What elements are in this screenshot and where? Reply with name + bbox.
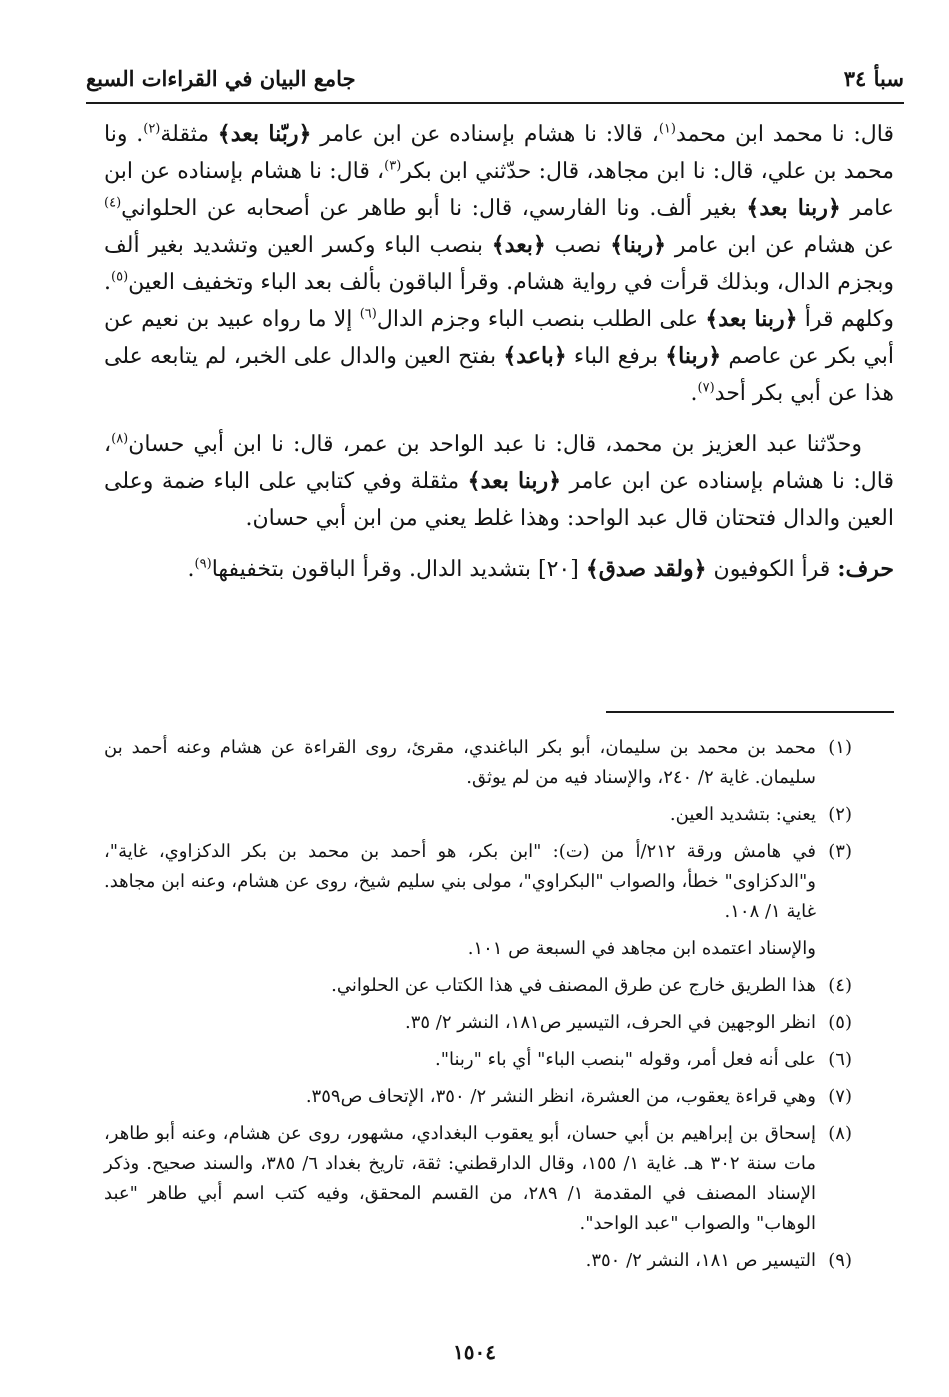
footnote-number: (٤) [828,975,852,996]
book-title: جامع البيان في القراءات السبع [86,66,356,91]
text-run: . [187,557,195,582]
footnote-text: وهي قراءة يعقوب، من العشرة، انظر النشر ٢/ ٣٥٠، الإتحاف ص٣٥٩. [305,1086,816,1107]
quran-quote: ﴿ربنا بعد﴾ [705,306,798,332]
quran-quote: ﴿بعد﴾ [491,232,546,258]
footnote-ref: (١) [658,121,676,137]
footnote [104,733,852,793]
footnote-text: انظر الوجهين في الحرف، التيسير ص١٨١، النشر ٢/ ٣٥. [404,1012,816,1033]
surah-label: سبأ ٣٤ [843,66,904,91]
footnote [104,800,852,830]
quran-quote: ﴿باعد﴾ [503,343,567,369]
text-run: مثقلة وفي كتابي على الباء ضمة وعلى العين والدال فتحتان قال عبد الواحد: وهذا غلط يعني من ابن أبي حسان. [104,469,894,531]
paragraph-3 [104,551,894,588]
text-run: . ونا محمد بن علي، قال: نا ابن مجاهد، قال: حدّثني ابن بكر [104,122,894,184]
footnote-number: (١) [828,737,852,758]
footnote-ref: (٢) [143,121,161,137]
footnote [104,1246,852,1276]
text-run: بفتح العين والدال على الخبر، لم يتابعه على هذا عن أبي بكر أحد [104,344,894,406]
text-run: [٢٠] بتشديد الدال. وقرأ الباقون بتخفيفها [211,557,586,582]
footnote-ref: (٥) [111,269,129,285]
footnote-continuation [104,934,852,964]
text-run: برفع الباء [566,344,666,369]
footnote-text: التيسير ص ١٨١، النشر ٢/ ٣٥٠. [585,1250,816,1271]
footnote-ref: (٨) [111,431,129,447]
footnote [104,837,852,927]
text-run: ، قال: نا هشام بإسناده عن ابن عامر [104,432,894,494]
footnote-ref: (٧) [697,380,715,396]
text-run: بغير ألف. ونا الفارسي، قال: نا أبو طاهر عن أصحابه عن الحلواني [121,196,747,221]
footnote-separator [606,711,894,713]
footnote-text: هذا الطريق خارج عن طرق المصنف في هذا الكتاب عن الحلواني. [331,975,816,996]
footnote [104,971,852,1001]
footnote-number: (٨) [828,1123,852,1144]
footnote-text: إسحاق بن إبراهيم بن أبي حسان، أبو يعقوب البغدادي، مشهور، روى عن هشام، وعنه أبو طاهر، مات سنة ٣٠٢ هـ. غاية ١/ ١٥٥، وقال الدارقطني: ثقة، تاريخ بغداد ٦/ ٣٨٥، والسند صحيح. وذكر الإسناد المصنف في المقدمة ١/ ٢٨٩، من القسم المحقق، وفيه كتب اسم أبي طاهر "عبد الوهاب" والصواب "عبد الواحد". [104,1123,816,1234]
footnote [104,1082,852,1112]
running-header [86,62,904,104]
text-run: قال: نا محمد ابن محمد [675,122,895,147]
footnote-text: محمد بن محمد بن سليمان، أبو بكر الباغندي، مقرئ، روى القراءة عن هشام وعنه أحمد بن سليمان. غاية ٢/ ٢٤٠، والإسناد فيه من لم يوثق. [104,737,816,788]
text-run: عن هشام عن ابن عامر [666,233,894,258]
footnote [104,1008,852,1038]
footnote-ref: (٤) [104,195,122,211]
footnote-number: (٥) [828,1012,852,1033]
footnote [104,1119,852,1239]
footnote-ref: (٦) [359,306,377,322]
quran-quote: ﴿ولقد صدق﴾ [585,556,707,582]
footnote-number: (٣) [828,841,852,862]
text-run: مثقلة [160,122,218,147]
footnote-text: على أنه فعل أمر، وقوله "بنصب الباء" أي باء "ربنا". [435,1049,816,1070]
page-number: ١٥٠٤ [453,1340,496,1364]
text-run: . وكلهم قرأ [104,270,895,332]
footnote-text: والإسناد اعتمده ابن مجاهد في السبعة ص ١٠١. [467,938,816,959]
quran-quote: ﴿ربنا﴾ [665,343,722,369]
quran-quote: ﴿ربّنا بعد﴾ [217,121,312,147]
text-run: قرأ الكوفيون [706,557,838,582]
footnote-ref: (٣) [384,158,402,174]
text-run: وحدّثنا عبد العزيز بن محمد، قال: نا عبد الواحد بن عمر، قال: نا ابن أبي حسان [128,432,862,457]
footnote-number: (٧) [828,1086,852,1107]
footnote-number: (٩) [828,1250,852,1271]
footnote [104,1045,852,1075]
paragraph-1 [104,116,894,412]
footnote-number: (٦) [828,1049,852,1070]
footnotes [104,733,852,1283]
footnote-number: (٢) [828,804,852,825]
text-run: إلا ما رواه عبيد بن نعيم عن أبي بكر عن عاصم [104,307,894,369]
harf-label: حرف: [837,556,894,582]
quran-quote: ﴿ربنا بعد﴾ [746,195,841,221]
quran-quote: ﴿ربنا بعد﴾ [467,468,561,494]
text-run: على الطلب بنصب الباء وجزم الدال [376,307,706,332]
text-run: ، قالا: نا هشام بإسناده عن ابن عامر [311,122,659,147]
footnote-text: في هامش ورقة ٢١٢/أ من (ت): "ابن بكر، هو أحمد بن محمد بن بكر الدكزاوي، غاية"، و"الدكزاوى" خطأ، والصواب "البكراوي"، مولى بني سليم شيخ، روى عن هشام، وعنه ابن مجاهد. غاية ١/ ١٠٨. [104,841,816,922]
main-text [104,116,894,602]
footnote-text: يعني: بتشديد العين. [669,804,816,825]
text-run: نصب [545,233,611,258]
text-run: . [690,381,698,406]
text-run: ، قال: نا هشام بإسناده عن ابن عامر [104,159,895,221]
text-run: بنصب الباء وكسر العين وتشديد بغير ألف وبجزم الدال، وبذلك قرأت في رواية هشام. وقرأ الباقون بألف بعد الباء وتخفيف العين [104,233,894,295]
footnote-ref: (٩) [194,556,212,572]
paragraph-2 [104,426,894,537]
quran-quote: ﴿ربنا﴾ [610,232,667,258]
